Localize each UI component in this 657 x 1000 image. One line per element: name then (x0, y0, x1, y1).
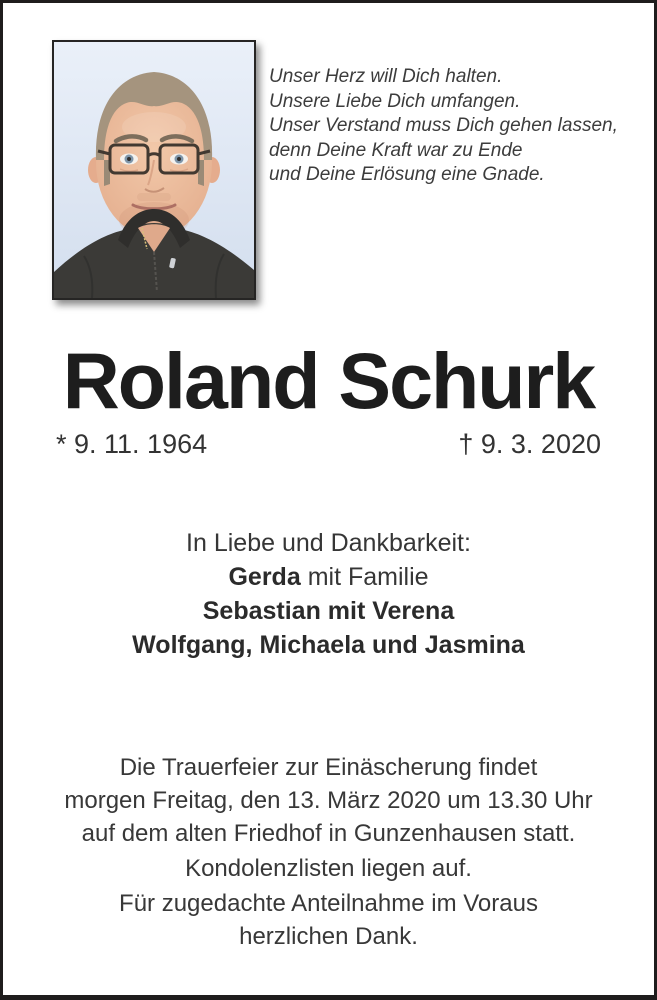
birth-date: * 9. 11. 1964 (56, 429, 208, 459)
poem-line: Unser Herz will Dich halten. (269, 66, 503, 87)
dedication-line: Wolfgang, Michaela und Jasmina (132, 631, 525, 659)
family-dedication (3, 526, 654, 662)
portrait-illustration (54, 42, 254, 298)
dedication-intro: In Liebe und Dankbarkeit: (186, 529, 471, 557)
life-dates (56, 429, 601, 460)
poem-line: und Deine Erlösung eine Gnade. (269, 164, 545, 185)
portrait-photo (52, 40, 256, 300)
funeral-announcement (3, 751, 654, 850)
family-member-name: Gerda (228, 563, 301, 591)
deceased-name: Roland Schurk (62, 336, 595, 425)
funeral-announcement-line: morgen Freitag, den 13. März 2020 um 13.30 Uhr (64, 787, 593, 814)
thanks-note (3, 887, 654, 953)
funeral-information (3, 751, 654, 955)
thanks-note-line: Für zugedachte Anteilnahme im Voraus (119, 890, 538, 917)
death-date: † 9. 3. 2020 (458, 429, 601, 459)
funeral-announcement-line: auf dem alten Friedhof in Gunzenhausen statt. (81, 820, 576, 847)
dedication-line: Sebastian mit Verena (202, 597, 455, 625)
thanks-note-line: herzlichen Dank. (239, 923, 418, 950)
dedication-line (3, 560, 654, 594)
condolence-note: Kondolenzlisten liegen auf. (185, 855, 472, 882)
poem-line: denn Deine Kraft war zu Ende (269, 139, 523, 161)
memorial-poem (269, 65, 636, 188)
poem-line: Unser Verstand muss Dich gehen lassen, (269, 115, 618, 136)
funeral-announcement-line: Die Trauerfeier zur Einäscherung findet (119, 754, 538, 781)
family-member-suffix: mit Familie (307, 563, 429, 591)
poem-line: Unsere Liebe Dich umfangen. (269, 90, 521, 112)
